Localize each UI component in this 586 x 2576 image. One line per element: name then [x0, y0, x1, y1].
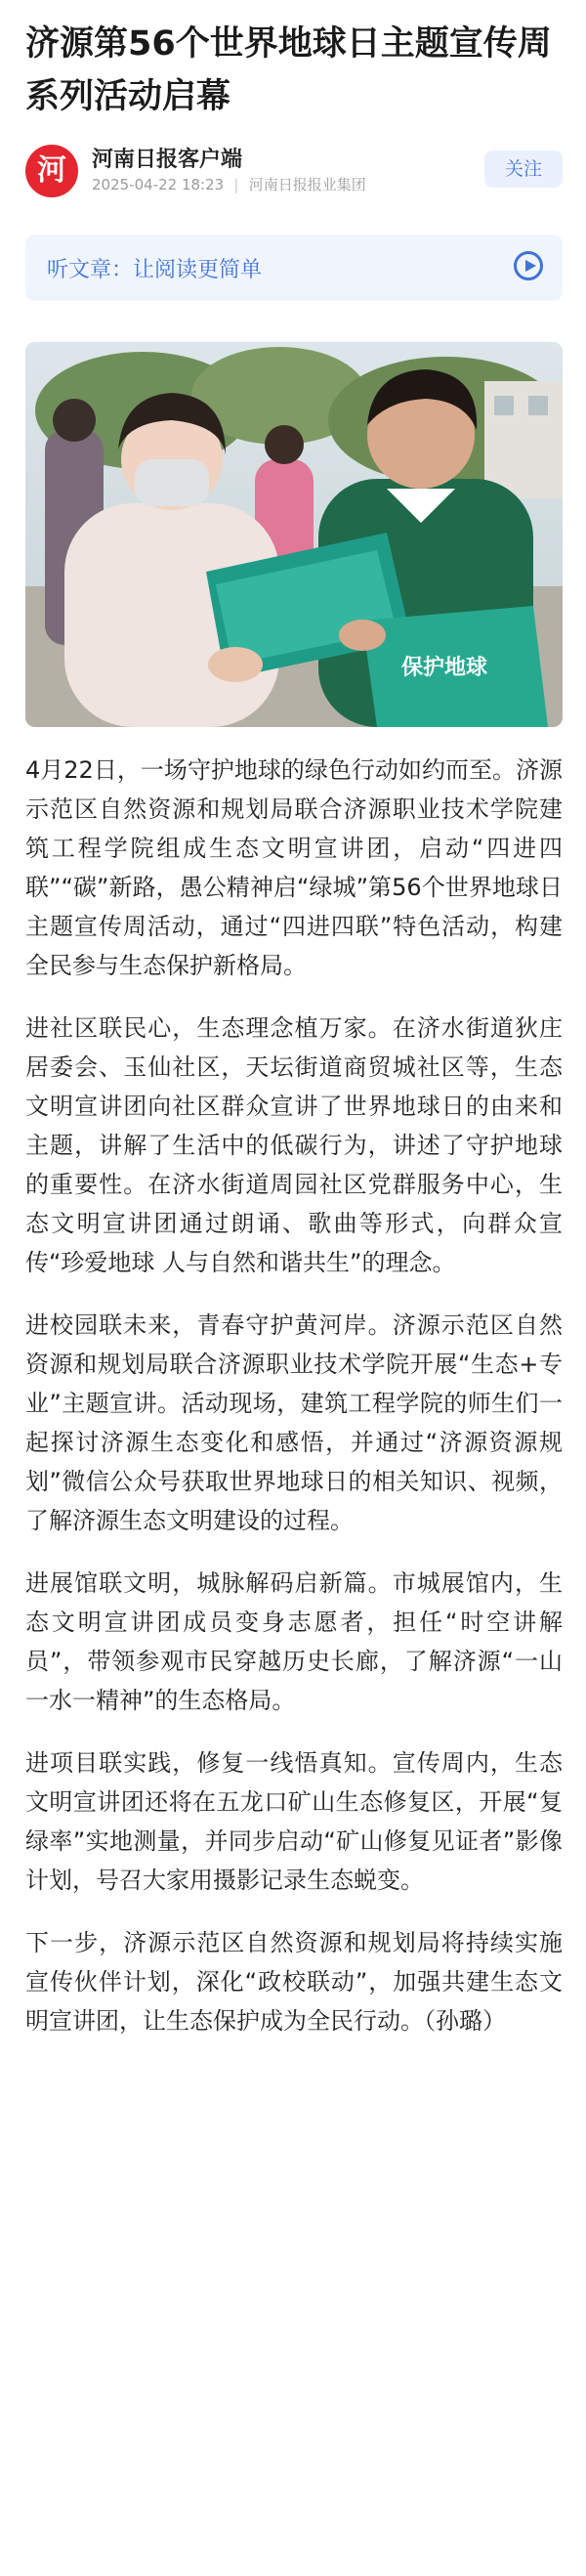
- publisher-name: 河南日报报业集团: [248, 176, 366, 193]
- source-name[interactable]: 河南日报客户端: [92, 148, 243, 172]
- source-meta: [92, 174, 366, 194]
- article-photo[interactable]: [25, 342, 563, 727]
- article-title: 济源第56个世界地球日主题宣传周系列活动启幕: [25, 24, 552, 116]
- article-paragraph: 进校园联未来，青春守护黄河岸。济源示范区自然资源和规划局联合济源职业技术学院开展“生态+专业”主题宣讲。活动现场，建筑工程学院的师生们一起探讨济源生态变化和感悟，并通过“济源资源规划”微信公众号获取世界地球日的相关知识、视频，了解济源生态文明建设的过程。: [25, 1311, 563, 1534]
- article-paragraph: 4月22日，一场守护地球的绿色行动如约而至。济源示范区自然资源和规划局联合济源职业技术学院建筑工程学院组成生态文明宣讲团，启动“四进四联”“碳”新路，愚公精神启“绿城”第56个世界地球日主题宣传周活动，通过“四进四联”特色活动，构建全民参与生态保护新格局。: [25, 756, 563, 979]
- publish-datetime: 2025-04-22 18:23: [92, 176, 225, 193]
- listen-article-bar[interactable]: [25, 235, 563, 301]
- listen-label: 听文章：让阅读更简单: [47, 258, 263, 282]
- photo-illustration: [25, 342, 563, 727]
- source-logo[interactable]: 河: [25, 145, 78, 197]
- article-body: [25, 751, 563, 2064]
- article-paragraph: 进社区联民心，生态理念植万家。在济水街道狄庄居委会、玉仙社区，天坛街道商贸城社区等，生态文明宣讲团向社区群众宣讲了世界地球日的由来和主题，讲解了生活中的低碳行为，讲述了守护地球的重要性。在济水街道周园社区党群服务中心，生态文明宣讲团通过朗诵、歌曲等形式，向群众宣传“珍爱地球 人与自然和谐共生”的理念。: [25, 1014, 563, 1276]
- follow-button[interactable]: 关注: [484, 150, 563, 188]
- article-paragraph: 下一步，济源示范区自然资源和规划局将持续实施宣传伙伴计划，深化“政校联动”，加强共建生态文明宣讲团，让生态保护成为全民行动。（孙璐）: [25, 1929, 563, 2035]
- article-paragraph: 进展馆联文明，城脉解码启新篇。市城展馆内，生态文明宣讲团成员变身志愿者，担任“时空讲解员”，带领参观市民穿越历史长廊，了解济源“一山一水一精神”的生态格局。: [25, 1569, 563, 1714]
- article-paragraph: 进项目联实践，修复一线悟真知。宣传周内，生态文明宣讲团还将在五龙口矿山生态修复区，开展“复绿率”实地测量，并同步启动“矿山修复见证者”影像计划，号召大家用摄影记录生态蜕变。: [25, 1749, 563, 1894]
- source-row: [25, 141, 563, 201]
- meta-separator: |: [233, 176, 239, 193]
- play-circle-icon[interactable]: [514, 251, 543, 280]
- banner-text: 保护地球: [401, 656, 488, 680]
